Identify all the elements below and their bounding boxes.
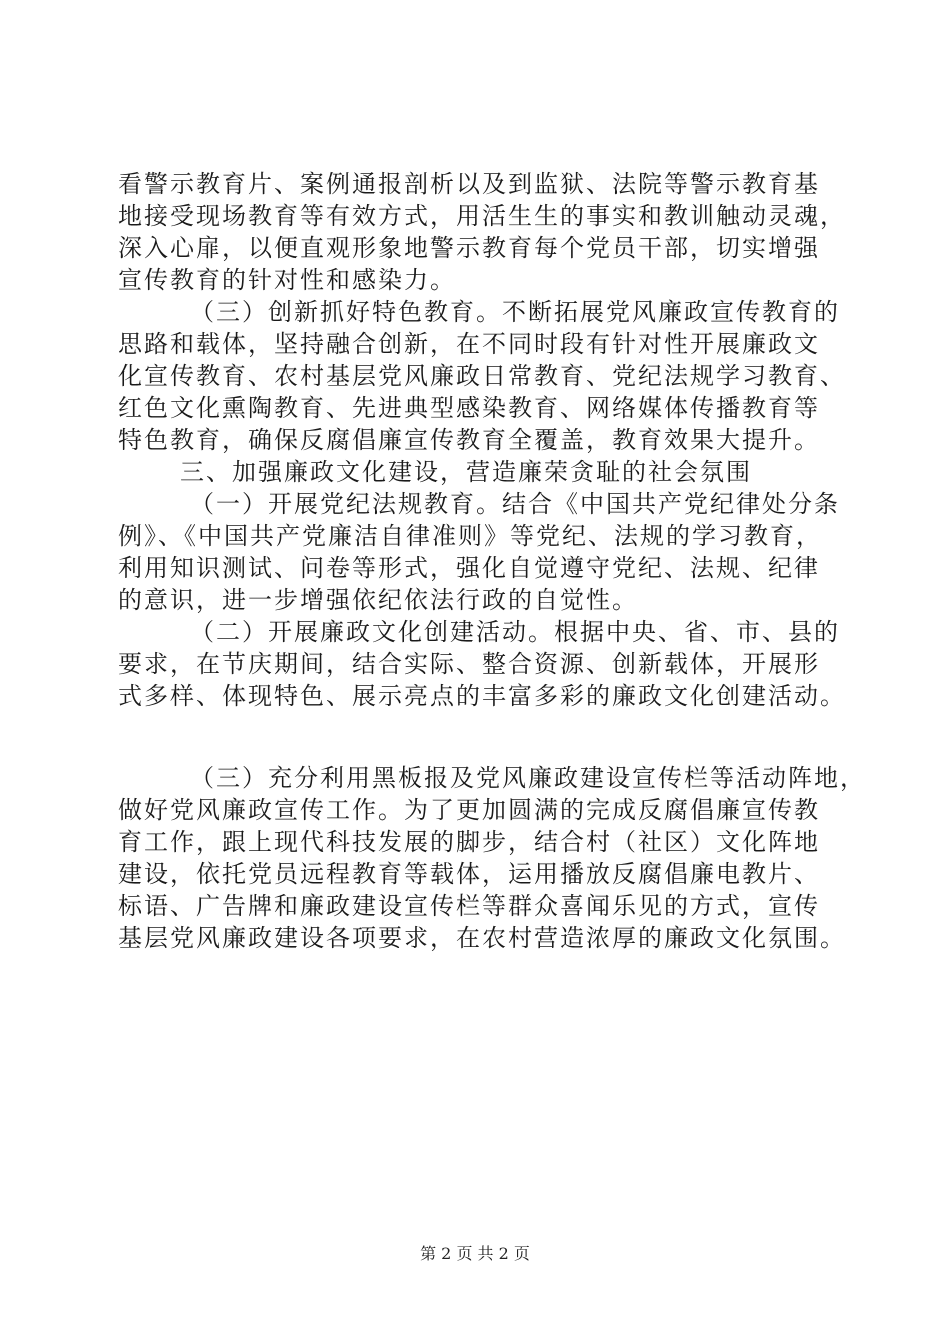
section-heading: 三、加强廉政文化建设，营造廉荣贪耻的社会氛围: [180, 458, 752, 486]
page-footer: 第 2 页 共 2 页: [420, 1244, 530, 1263]
paragraph-line: 式多样、体现特色、展示亮点的丰富多彩的廉政文化创建活动。: [118, 682, 846, 710]
paragraph-line: 宣传教育的针对性和感染力。: [118, 266, 456, 294]
paragraph-line: 育工作，跟上现代科技发展的脚步，结合村（社区）文化阵地: [118, 828, 820, 856]
paragraph-line: 深入心扉，以便直观形象地警示教育每个党员干部，切实增强: [118, 234, 820, 262]
paragraph-line: （三）充分利用黑板报及党风廉政建设宣传栏等活动阵地，: [190, 764, 866, 792]
paragraph-line: 做好党风廉政宣传工作。为了更加圆满的完成反腐倡廉宣传教: [118, 796, 820, 824]
paragraph-line: 要求，在节庆期间，结合实际、整合资源、创新载体，开展形: [118, 650, 820, 678]
paragraph-line: 地接受现场教育等有效方式，用活生生的事实和教训触动灵魂，: [118, 202, 846, 230]
paragraph-line: 标语、广告牌和廉政建设宣传栏等群众喜闻乐见的方式，宣传: [118, 892, 820, 920]
paragraph-spacer: [118, 712, 838, 762]
paragraph-line: 例》、《中国共产党廉洁自律准则》等党纪、法规的学习教育，: [118, 522, 822, 550]
paragraph-line: （二）开展廉政文化创建活动。根据中央、省、市、县的: [190, 618, 840, 646]
paragraph-line: 红色文化熏陶教育、先进典型感染教育、网络媒体传播教育等: [118, 394, 820, 422]
paragraph-line: 思路和载体，坚持融合创新，在不同时段有针对性开展廉政文: [118, 330, 820, 358]
paragraph-line: 看警示教育片、案例通报剖析以及到监狱、法院等警示教育基: [118, 170, 820, 198]
paragraph-line: 基层党风廉政建设各项要求，在农村营造浓厚的廉政文化氛围。: [118, 924, 846, 952]
paragraph-line: 特色教育，确保反腐倡廉宣传教育全覆盖，教育效果大提升。: [118, 426, 820, 454]
paragraph-line: 利用知识测试、问卷等形式，强化自觉遵守党纪、法规、纪律: [118, 554, 820, 582]
paragraph-line: 建设，依托党员远程教育等载体，运用播放反腐倡廉电教片、: [118, 860, 820, 888]
paragraph-line: 化宣传教育、农村基层党风廉政日常教育、党纪法规学习教育、: [118, 362, 846, 390]
paragraph-line: 的意识，进一步增强依纪依法行政的自觉性。: [118, 586, 638, 614]
document-body: [118, 168, 866, 954]
paragraph-line: （一）开展党纪法规教育。结合《中国共产党纪律处分条: [190, 490, 840, 518]
paragraph-line: （三）创新抓好特色教育。不断拓展党风廉政宣传教育的: [190, 298, 840, 326]
